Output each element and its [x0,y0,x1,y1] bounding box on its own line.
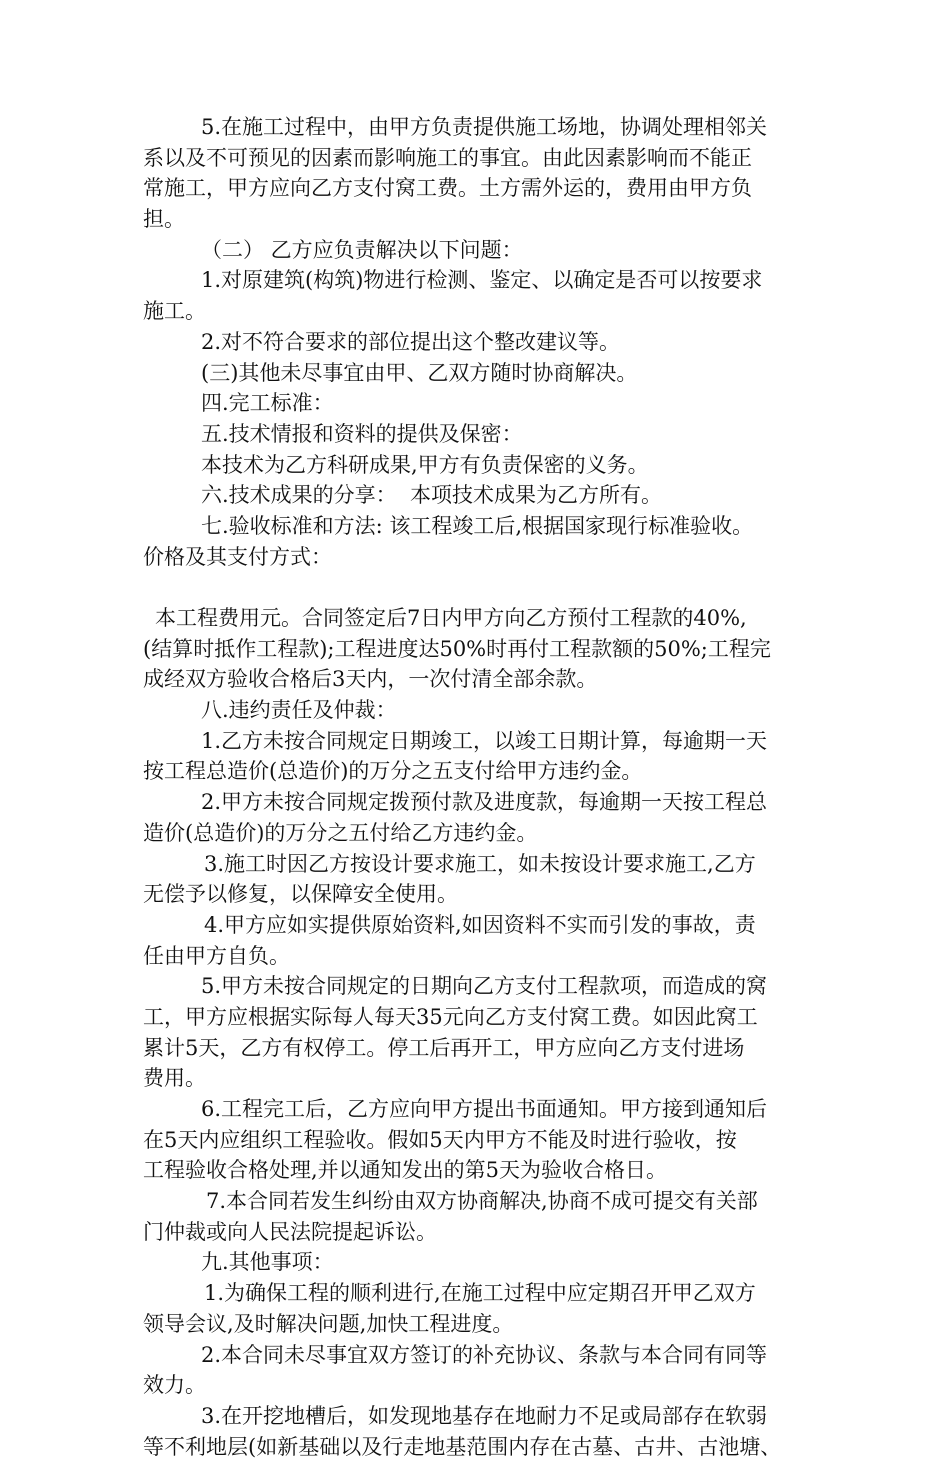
paragraph-line: 2.对不符合要求的部位提出这个整改建议等。 [201,329,621,354]
blank-line [143,572,818,603]
paragraph-line: 门仲裁或向人民法院提起诉讼。 [143,1219,437,1244]
section-heading: 四.完工标准： [201,391,334,416]
paragraph-line: 等不利地层(如新基础以及行走地基范围内存在古墓、古井、古池塘、 [143,1434,782,1459]
paragraph-line: 常施工，甲方应向乙方支付窝工费。土方需外运的，费用由甲方负 [143,176,752,201]
paragraph-line: 4.甲方应如实提供原始资料,如因资料不实而引发的事故，责 [204,912,756,937]
section-heading: 七.验收标准和方法: 该工程竣工后,根据国家现行标准验收。 [201,513,754,538]
section-heading: 九.其他事项： [201,1250,334,1275]
paragraph-line: 施工。 [143,299,206,324]
paragraph-line: 工程验收合格处理,并以通知发出的第5天为验收合格日。 [143,1158,668,1183]
paragraph-line: 在5天内应组织工程验收。假如5天内甲方不能及时进行验收，按 [143,1127,737,1152]
section-heading: 八.违约责任及仲裁： [201,698,397,723]
paragraph-line: 工，甲方应根据实际每人每天35元向乙方支付窝工费。如因此窝工 [143,1004,758,1029]
paragraph-line: 1.乙方未按合同规定日期竣工，以竣工日期计算，每逾期一天 [201,728,768,753]
paragraph-line: (结算时抵作工程款);工程进度达50%时再付工程款额的50%;工程完 [143,636,771,661]
paragraph-line: 价格及其支付方式： [143,544,332,569]
paragraph-line: 6.工程完工后，乙方应向甲方提出书面通知。甲方接到通知后 [201,1097,768,1121]
paragraph-line: 1.对原建筑(构筑)物进行检测、鉴定、以确定是否可以按要求 [201,268,763,293]
paragraph-line: 按工程总造价(总造价)的万分之五支付给甲方违约金。 [143,759,643,784]
paragraph-line: 造价(总造价)的万分之五付给乙方违约金。 [143,820,538,845]
paragraph-line: 1.为确保工程的顺利进行,在施工过程中应定期召开甲乙双方 [204,1281,756,1306]
paragraph-line: 效力。 [143,1373,206,1398]
paragraph-line: 本技术为乙方科研成果,甲方有负责保密的义务。 [201,452,649,477]
paragraph-line: 成经双方验收合格后3天内，一次付清全部余款。 [143,667,598,692]
paragraph-line: 2.本合同未尽事宜双方签订的补充协议、条款与本合同有同等 [201,1342,768,1367]
paragraph-line: 系以及不可预见的因素而影响施工的事宜。由此因素影响而不能正 [143,145,752,170]
paragraph-line: 3.在开挖地槽后，如发现地基存在地耐力不足或局部存在软弱 [201,1403,768,1428]
paragraph-line: 7.本合同若发生纠纷由双方协商解决,协商不成可提交有关部 [206,1189,758,1214]
paragraph-line: 5.在施工过程中，由甲方负责提供施工场地，协调处理相邻关 [201,115,768,139]
paragraph-line: 费用。 [143,1066,206,1091]
section-heading: 五.技术情报和资料的提供及保密： [201,421,523,446]
paragraph-line: 任由甲方自负。 [143,943,290,968]
paragraph-line: 担。 [143,207,185,232]
paragraph-line: 领导会议,及时解决问题,加快工程进度。 [143,1311,514,1336]
paragraph-line: (三)其他未尽事宜由甲、乙双方随时协商解决。 [201,360,638,385]
paragraph-line: 3.施工时因乙方按设计要求施工，如未按设计要求施工,乙方 [204,851,756,876]
paragraph-line: 本工程费用元。合同签定后7日内甲方向乙方预付工程款的40%, [155,606,747,630]
paragraph-line: 无偿予以修复，以保障安全使用。 [143,882,458,907]
section-heading: 六.技术成果的分享： 本项技术成果为乙方所有。 [201,483,663,508]
paragraph-line: 5.甲方未按合同规定的日期向乙方支付工程款项，而造成的窝 [201,974,768,999]
paragraph-line: 累计5天，乙方有权停工。停工后再开工，甲方应向乙方支付进场 [143,1035,745,1060]
contract-text [143,112,818,1462]
paragraph-line: 2.甲方未按合同规定拨预付款及进度款，每逾期一天按工程总 [201,790,768,815]
section-heading: （二） 乙方应负责解决以下问题： [201,237,523,262]
